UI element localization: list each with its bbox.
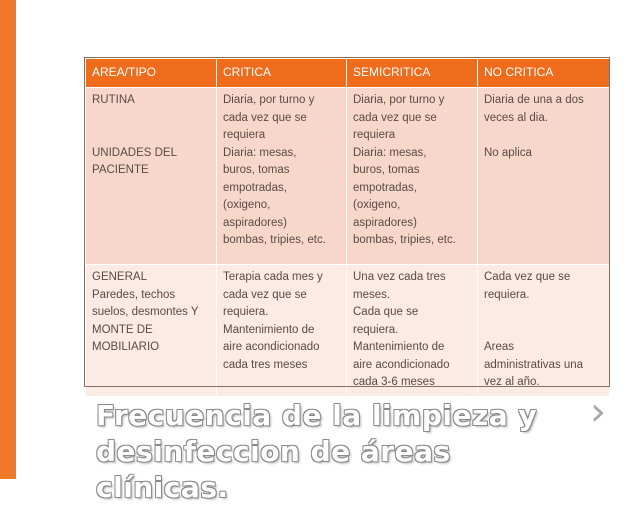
header-critica: CRITICA xyxy=(217,59,347,88)
cell-no-critica-rutina: Diaria de una a dos veces al dia. No aplica xyxy=(478,88,610,265)
table-row xyxy=(86,265,610,397)
cell-critica-general: Terapia cada mes y cada vez que se requiera. Mantenimiento de aire acondicionado cada tres meses xyxy=(217,265,347,397)
cell-semicritica-rutina: Diaria, por turno y cada vez que se requiera Diaria: mesas, buros, tomas empotradas, (oxigeno, aspiradores) bombas, tripies, etc. xyxy=(347,88,478,265)
cell-critica-rutina: Diaria, por turno y cada vez que se requiera Diaria: mesas, buros, tomas empotradas, (oxigeno, aspiradores) bombas, tripies, etc. xyxy=(217,88,347,265)
header-area-tipo: AREA/TIPO xyxy=(86,59,217,88)
table-row xyxy=(86,88,610,265)
slide-title: Frecuencia de la limpieza y desinfeccion de áreas clínicas. xyxy=(96,399,538,504)
cell-area-general: GENERAL Paredes, techos suelos, desmontes Y MONTE DE MOBILIARIO xyxy=(86,265,217,397)
cleaning-frequency-table xyxy=(85,58,610,397)
cleaning-frequency-table-container xyxy=(85,58,609,397)
chevron-right-icon: › xyxy=(590,389,606,435)
cell-area-rutina: RUTINA UNIDADES DEL PACIENTE xyxy=(86,88,217,265)
cell-semicritica-general: Una vez cada tres meses. Cada que se requiera. Mantenimiento de aire acondicionado cada 3-6 meses xyxy=(347,265,478,397)
cell-no-critica-general: Cada vez que se requiera. Areas administrativas una vez al año. xyxy=(478,265,610,397)
next-slide-button[interactable] xyxy=(585,389,611,435)
header-semicritica: SEMICRITICA xyxy=(347,59,478,88)
header-no-critica: NO CRITICA xyxy=(478,59,610,88)
accent-bar xyxy=(0,0,16,479)
table-header-row xyxy=(86,59,610,88)
